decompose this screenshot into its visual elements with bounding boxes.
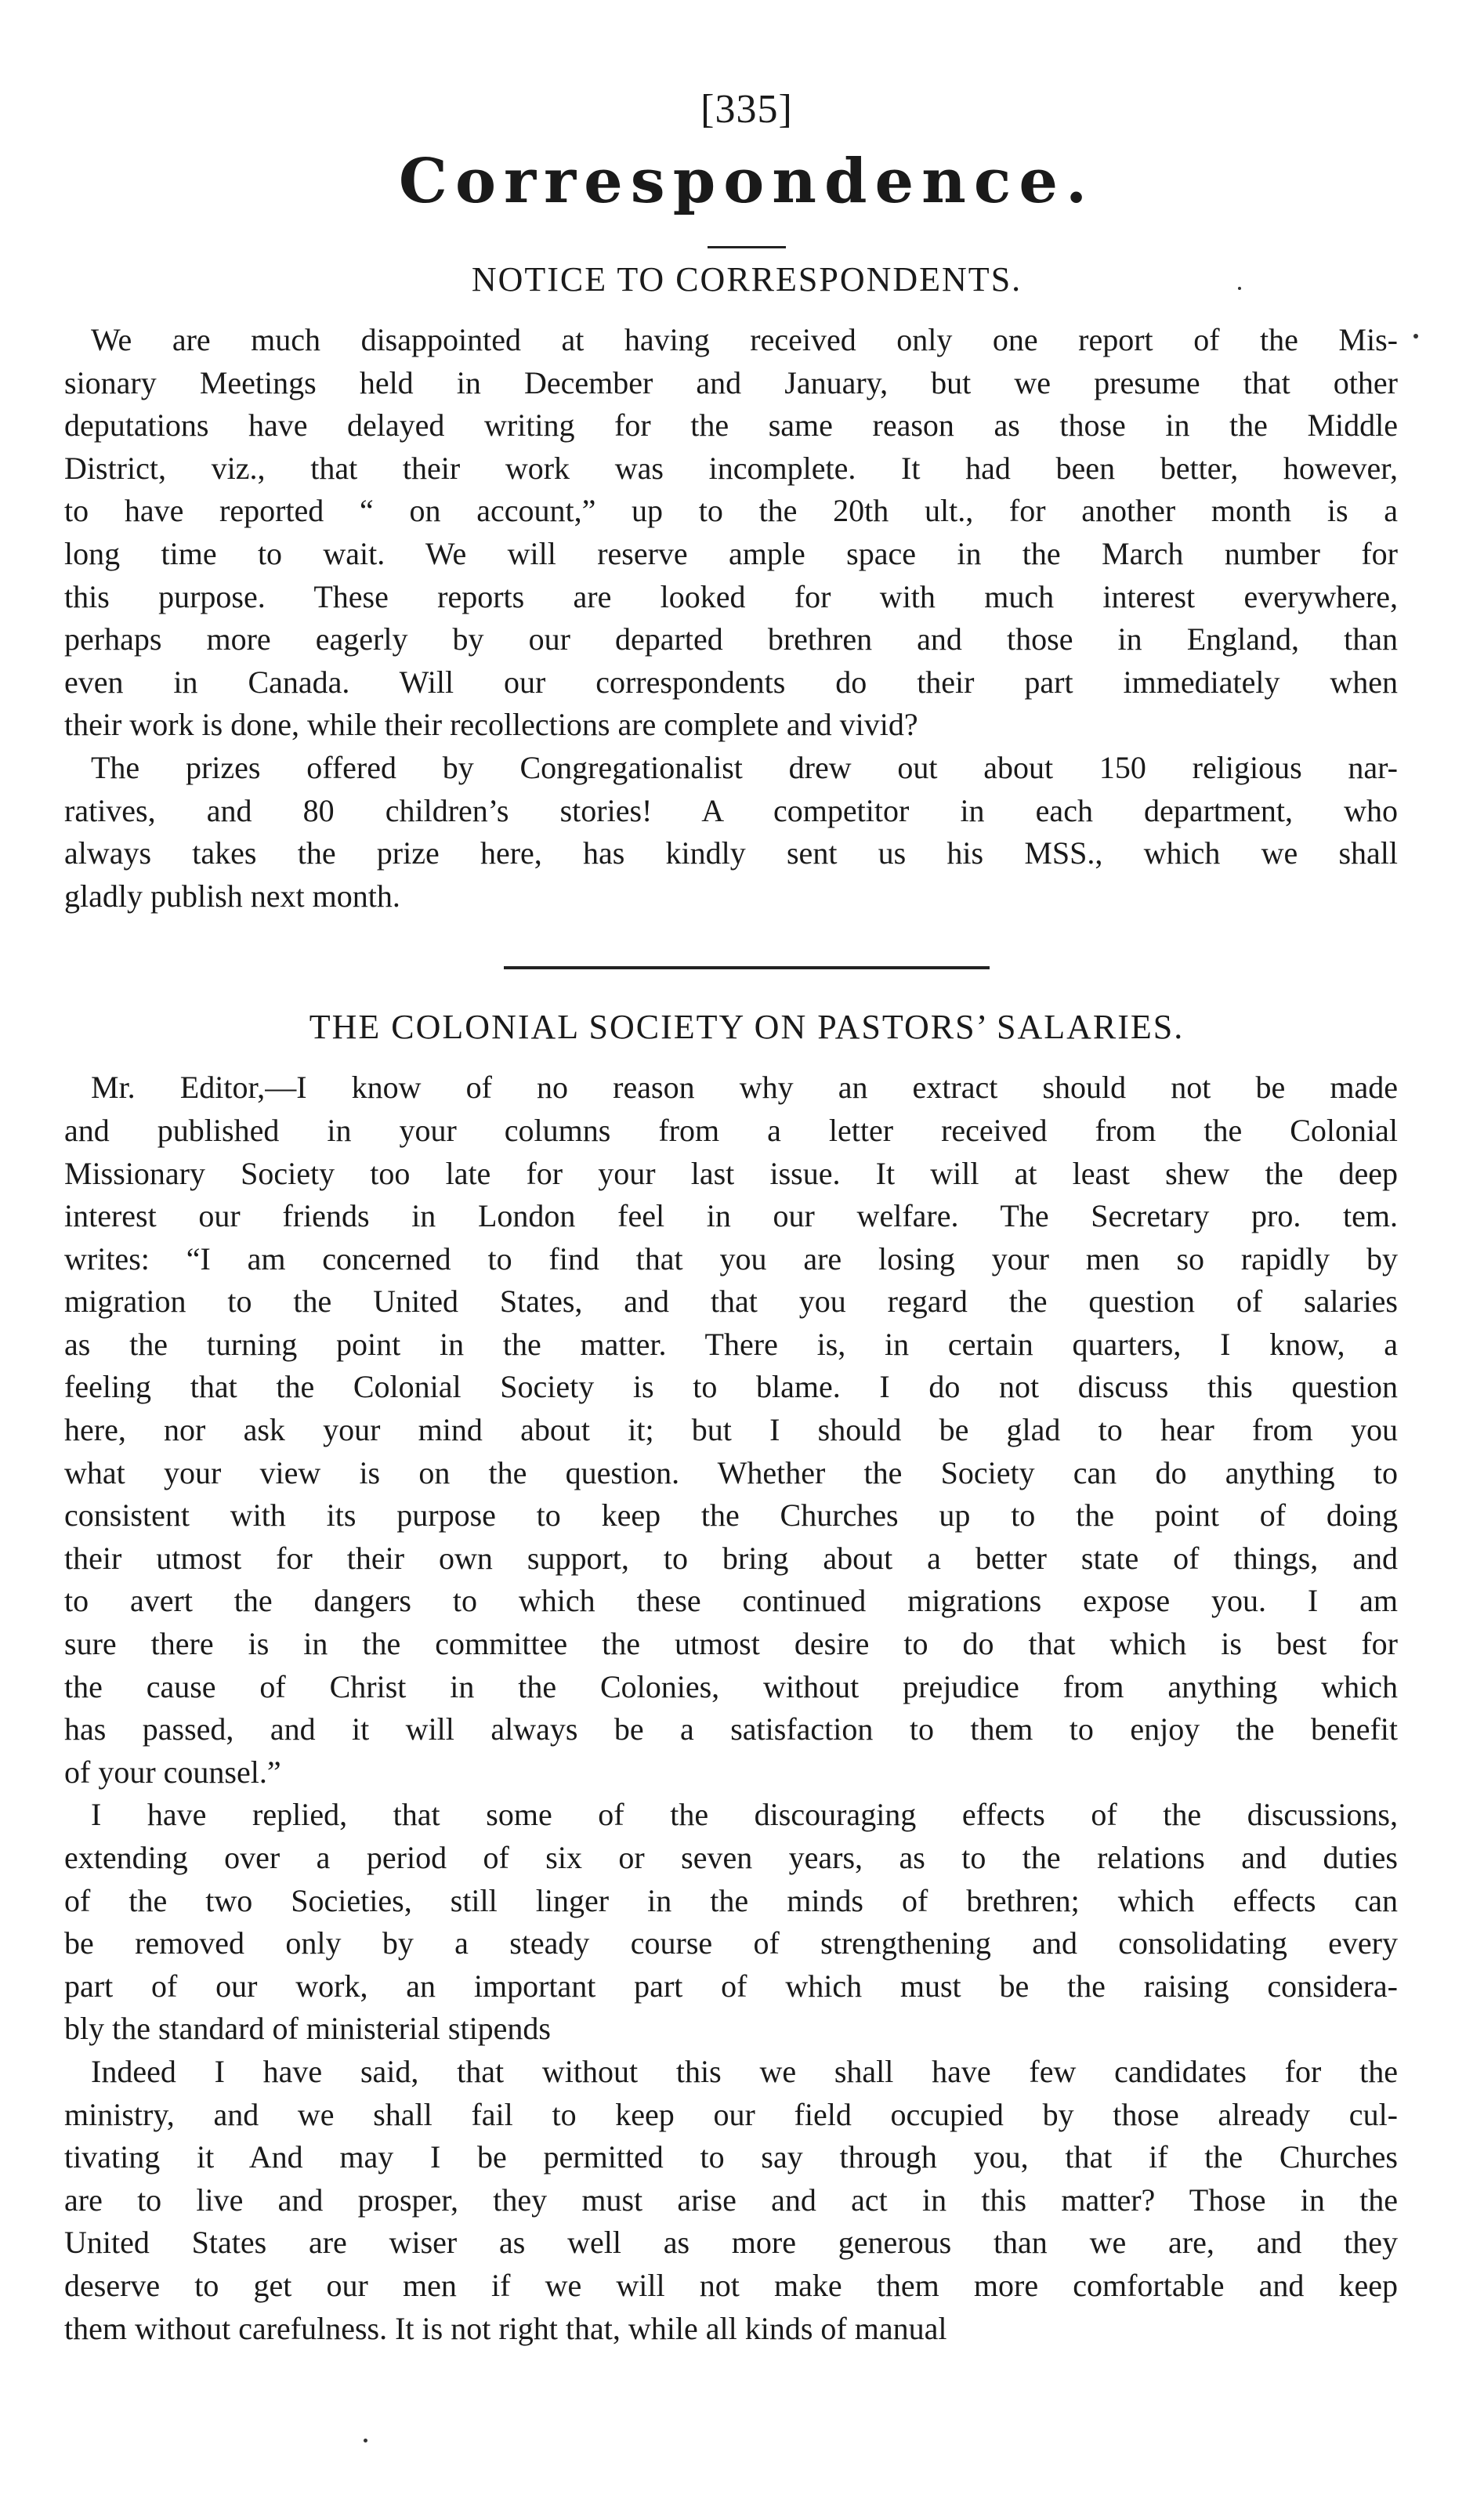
- text-line: ministry, and we shall fail to keep our field occupied by those already cul-: [64, 2096, 1398, 2132]
- notice-title: NOTICE TO CORRESPONDENTS.: [471, 260, 1023, 299]
- notice-paragraphs: [64, 319, 1398, 918]
- text-line: migration to the United States, and that you regard the question of salaries: [64, 1284, 1398, 1320]
- section-masthead: Correspondence.: [398, 146, 1095, 217]
- masthead-rule: [708, 246, 786, 248]
- text-line: here, nor ask your mind about it; but I should be glad to hear from you: [64, 1412, 1398, 1448]
- text-line: Indeed I have said, that without this we shall have few candidates for the: [91, 2053, 1398, 2089]
- text-line: even in Canada. Will our correspondents do their part immediately when: [64, 664, 1398, 700]
- text-line: their utmost for their own support, to bring about a better state of things, and: [64, 1540, 1398, 1576]
- text-line: to have reported “ on account,” up to the 20th ult., for another month is a: [64, 493, 1398, 529]
- text-line: feeling that the Colonial Society is to blame. I do not discuss this question: [64, 1369, 1398, 1405]
- text-line: bly the standard of ministerial stipends: [64, 2011, 551, 2047]
- letter-first-line: [64, 1066, 1398, 1110]
- margin-speck: [1238, 287, 1241, 290]
- margin-speck: [1413, 334, 1418, 339]
- salutation: Mr. Editor,: [91, 1070, 266, 1106]
- first-line-text: —I know of no reason why an extract should not be made: [265, 1070, 1399, 1106]
- text-line: sionary Meetings held in December and January, but we presume that other: [64, 364, 1398, 400]
- text-line: are to live and prosper, they must arise and act in this matter? Those in the: [64, 2182, 1398, 2218]
- margin-speck: [364, 2439, 367, 2442]
- text-line: Missionary Society too late for your last issue. It will at least shew the deep: [64, 1155, 1398, 1191]
- text-line: of the two Societies, still linger in the minds of brethren; which effects can: [64, 1882, 1398, 1918]
- colonial-title: THE COLONIAL SOCIETY ON PASTORS’ SALARIES.: [309, 1008, 1185, 1047]
- text-line: writes: “I am concerned to find that you are losing your men so rapidly by: [64, 1240, 1398, 1276]
- text-line: this purpose. These reports are looked for with much interest everywhere,: [64, 578, 1398, 614]
- text-line: their work is done, while their recollections are complete and vivid?: [64, 707, 918, 743]
- text-line: interest our friends in London feel in our welfare. The Secretary pro. tem.: [64, 1198, 1398, 1234]
- text-line: tivating it And may I be permitted to say through you, that if the Churches: [64, 2139, 1398, 2175]
- notice-body: [64, 319, 1398, 918]
- text-line: as the turning point in the matter. There is, in certain quarters, I know, a: [64, 1326, 1398, 1362]
- text-line: ratives, and 80 children’s stories! A competitor in each department, who: [64, 792, 1398, 828]
- text-line: to avert the dangers to which these continued migrations expose you. I am: [64, 1583, 1398, 1619]
- text-line: part of our work, an important part of which must be the raising considera-: [64, 1968, 1398, 2004]
- colonial-paragraphs: [64, 1110, 1398, 2350]
- text-line: I have replied, that some of the discouraging effects of the discussions,: [91, 1797, 1398, 1833]
- page-number: [335]: [700, 87, 793, 132]
- text-line: them without carefulness. It is not right that, while all kinds of manual: [64, 2310, 947, 2346]
- text-line: always takes the prize here, has kindly sent us his MSS., which we shall: [64, 835, 1398, 871]
- text-line: sure there is in the committee the utmost desire to do that which is best for: [64, 1626, 1398, 1662]
- text-line: long time to wait. We will reserve ample space in the March number for: [64, 535, 1398, 571]
- text-line: the cause of Christ in the Colonies, without prejudice from anything which: [64, 1668, 1398, 1704]
- text-line: perhaps more eagerly by our departed brethren and those in England, than: [64, 621, 1398, 657]
- text-line: be removed only by a steady course of strengthening and consolidating every: [64, 1925, 1398, 1961]
- colonial-body: [64, 1066, 1398, 2350]
- text-line: We are much disappointed at having received only one report of the Mis-: [91, 322, 1398, 357]
- text-line: of your counsel.”: [64, 1754, 281, 1790]
- text-line: The prizes offered by Congregationalist drew out about 150 religious nar-: [91, 749, 1398, 785]
- text-line: extending over a period of six or seven years, as to the relations and duties: [64, 1840, 1398, 1875]
- text-line: what your view is on the question. Whether the Society can do anything to: [64, 1454, 1398, 1490]
- text-line: United States are wiser as well as more generous than we are, and they: [64, 2225, 1398, 2261]
- text-line: District, viz., that their work was incomplete. It had been better, however,: [64, 450, 1398, 486]
- text-line: gladly publish next month.: [64, 878, 400, 914]
- text-line: deputations have delayed writing for the same reason as those in the Middle: [64, 407, 1398, 444]
- text-line: consistent with its purpose to keep the Churches up to the point of doing: [64, 1497, 1398, 1534]
- text-line: deserve to get our men if we will not make them more comfortable and keep: [64, 2267, 1398, 2303]
- text-line: has passed, and it will always be a satisfaction to them to enjoy the benefit: [64, 1711, 1398, 1747]
- text-line: and published in your columns from a letter received from the Colonial: [64, 1112, 1398, 1148]
- section-divider: [504, 966, 990, 969]
